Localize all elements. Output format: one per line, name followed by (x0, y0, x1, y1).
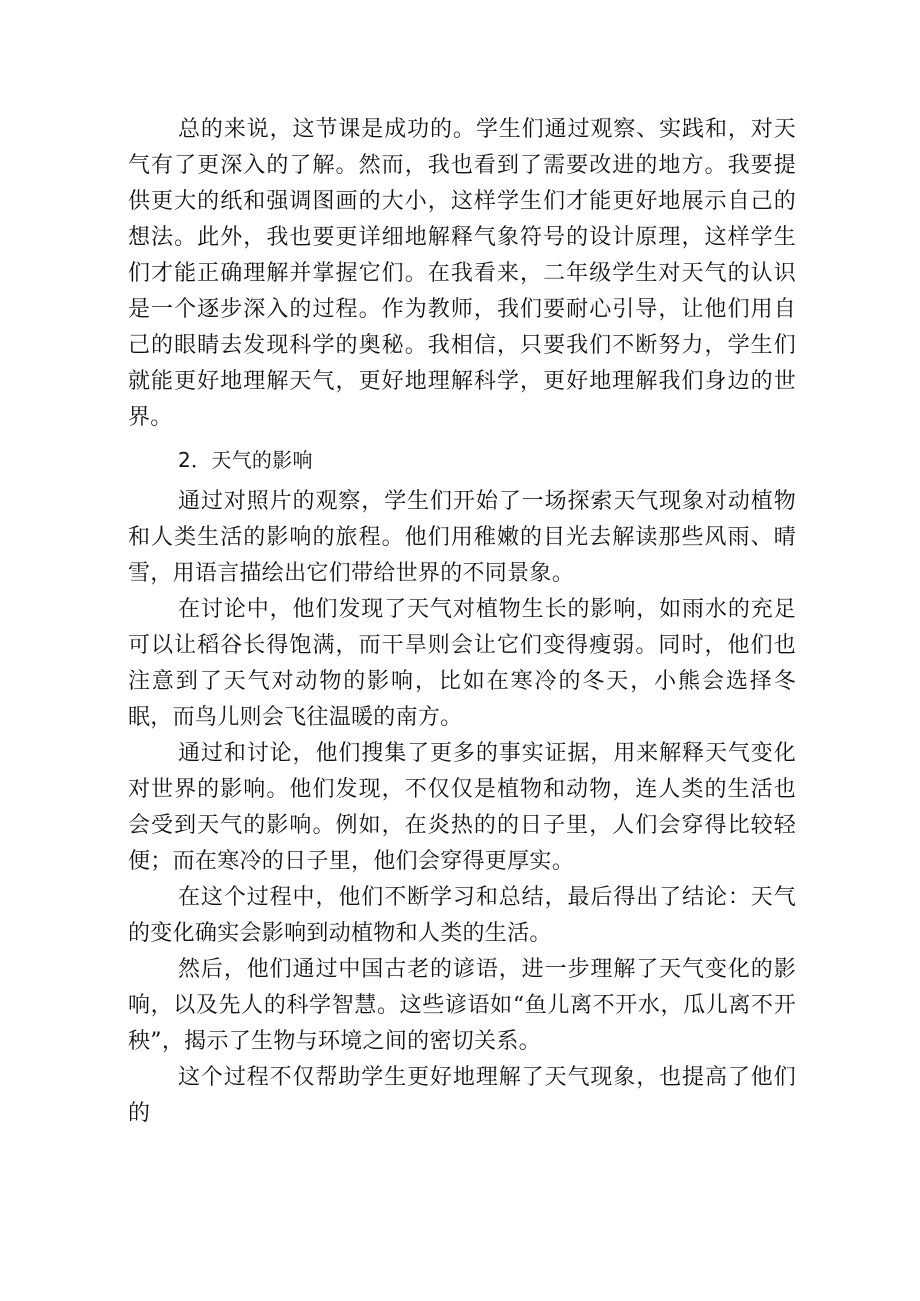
paragraph-conclusion: 在这个过程中，他们不断学习和总结，最后得出了结论：天气的变化确实会影响到动植物和人类的生活。 (128, 885, 796, 946)
paragraph-proverbs: 然后，他们通过中国古老的谚语，进一步理解了天气变化的影响，以及先人的科学智慧。这些谚语如“鱼儿离不开水，瓜儿离不开秧”，揭示了生物与环境之间的密切关系。 (128, 957, 796, 1054)
paragraph-discussion: 在讨论中，他们发现了天气对植物生长的影响，如雨水的充足可以让稻谷长得饱满，而干旱则会让它们变得瘦弱。同时，他们也注意到了天气对动物的影响，比如在寒冷的冬天，小熊会选择冬眠，而鸟儿则会飞往温暖的南方。 (128, 597, 796, 730)
paragraph-observation: 通过对照片的观察，学生们开始了一场探索天气现象对动植物和人类生活的影响的旅程。他们用稚嫩的目光去解读那些风雨、晴雪，用语言描绘出它们带给世界的不同景象。 (128, 489, 796, 586)
paragraph-summary: 总的来说，这节课是成功的。学生们通过观察、实践和，对天气有了更深入的了解。然而，我也看到了需要改进的地方。我要提供更大的纸和强调图画的大小，这样学生们才能更好地展示自己的想法。此外，我也要更详细地解释气象符号的设计原理，这样学生们才能正确理解并掌握它们。在我看来，二年级学生对天气的认识是一个逐步深入的过程。作为教师，我们要耐心引导，让他们用自己的眼睛去发现科学的奥秘。我相信，只要我们不断努力，学生们就能更好地理解天气，更好地理解科学，更好地理解我们身边的世界。 (128, 117, 796, 430)
paragraph-closing: 这个过程不仅帮助学生更好地理解了天气现象，也提高了他们的 (128, 1065, 796, 1126)
paragraph-evidence: 通过和讨论，他们搜集了更多的事实证据，用来解释天气变化对世界的影响。他们发现，不仅仅是植物和动物，连人类的生活也会受到天气的影响。例如，在炎热的的日子里，人们会穿得比较轻便；而在寒冷的日子里，他们会穿得更厚实。 (128, 741, 796, 874)
section-heading: 2．天气的影响 (178, 448, 313, 472)
document-body (128, 112, 796, 1132)
